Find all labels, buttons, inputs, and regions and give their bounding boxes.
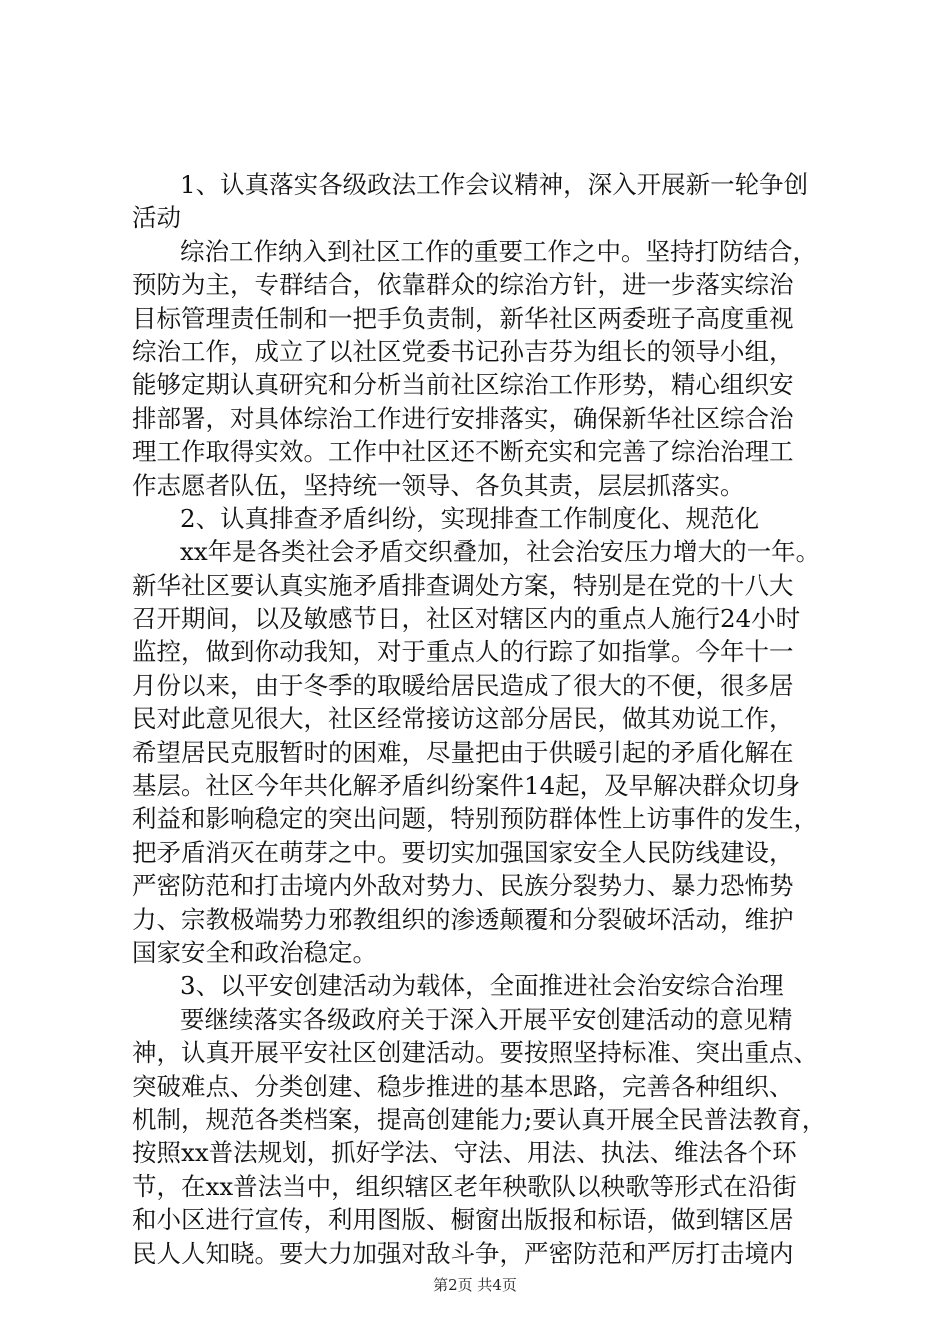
text-line: 神，认真开展平安社区创建活动。要按照坚持标准、突出重点、 [132,1038,818,1068]
text-line: 民对此意见很大，社区经常接访这部分居民，做其劝说工作， [132,704,794,734]
text-line: 严密防范和打击境内外敌对势力、民族分裂势力、暴力恐怖势 [132,871,794,901]
text-line: 作志愿者队伍，坚持统一领导、各负其责，层层抓落实。 [132,470,745,500]
text-line: 目标管理责任制和一把手负责制，新华社区两委班子高度重视 [132,303,794,333]
text-line: 力、宗教极端势力邪教组织的渗透颠覆和分裂破坏活动，维护 [132,904,794,934]
text-line: 3、以平安创建活动为载体，全面推进社会治安综合治理 [180,971,784,1001]
text-line: xx年是各类社会矛盾交织叠加，社会治安压力增大的一年。 [180,537,821,567]
text-line: 活动 [132,203,181,233]
text-line: 要继续落实各级政府关于深入开展平安创建活动的意见精 [180,1004,793,1034]
page-footer: 第2页 共4页 [433,1276,517,1294]
text-line: 综治工作，成立了以社区党委书记孙吉芬为组长的领导小组， [132,336,794,366]
text-line: 希望居民克服暂时的困难，尽量把由于供暖引起的矛盾化解在 [132,737,794,767]
text-line: 2、认真排查矛盾纠纷，实现排查工作制度化、规范化 [180,503,760,533]
text-line: 排部署，对具体综治工作进行安排落实，确保新华社区综合治 [132,403,794,433]
text-line: 新华社区要认真实施矛盾排查调处方案，特别是在党的十八大 [132,570,794,600]
text-line: 能够定期认真研究和分析当前社区综治工作形势，精心组织安 [132,370,794,400]
text-line: 和小区进行宣传，利用图版、橱窗出版报和标语，做到辖区居 [132,1205,794,1235]
text-line: 基层。社区今年共化解矛盾纠纷案件14起，及早解决群众切身 [132,771,801,801]
text-line: 把矛盾消灭在萌芽之中。要切实加强国家安全人民防线建设， [132,837,794,867]
text-line: 监控，做到你动我知，对于重点人的行踪了如指掌。今年十一 [132,637,794,667]
text-line: 突破难点、分类创建、稳步推进的基本思路，完善各种组织、 [132,1071,794,1101]
text-line: 机制，规范各类档案，提高创建能力;要认真开展全民普法教育， [132,1104,827,1134]
text-line: 月份以来，由于冬季的取暖给居民造成了很大的不便，很多居 [132,670,794,700]
text-line: 民人人知晓。要大力加强对敌斗争，严密防范和严厉打击境内 [132,1238,794,1268]
document-body [132,168,832,1270]
text-line: 预防为主，专群结合，依靠群众的综治方针，进一步落实综治 [132,270,794,300]
text-line: 1、认真落实各级政法工作会议精神，深入开展新一轮争创 [180,170,809,199]
text-line: 召开期间，以及敏感节日，社区对辖区内的重点人施行24小时 [132,604,801,634]
text-line: 节，在xx普法当中，组织辖区老年秧歌队以秧歌等形式在沿街 [132,1171,797,1201]
text-line: 按照xx普法规划，抓好学法、守法、用法、执法、维法各个环 [132,1138,797,1168]
text-line: 理工作取得实效。工作中社区还不断充实和完善了综治治理工 [132,437,794,467]
text-line: 国家安全和政治稳定。 [132,937,377,967]
text-line: 综治工作纳入到社区工作的重要工作之中。坚持打防结合， [180,236,817,266]
text-line: 利益和影响稳定的突出问题，特别预防群体性上访事件的发生， [132,804,818,834]
